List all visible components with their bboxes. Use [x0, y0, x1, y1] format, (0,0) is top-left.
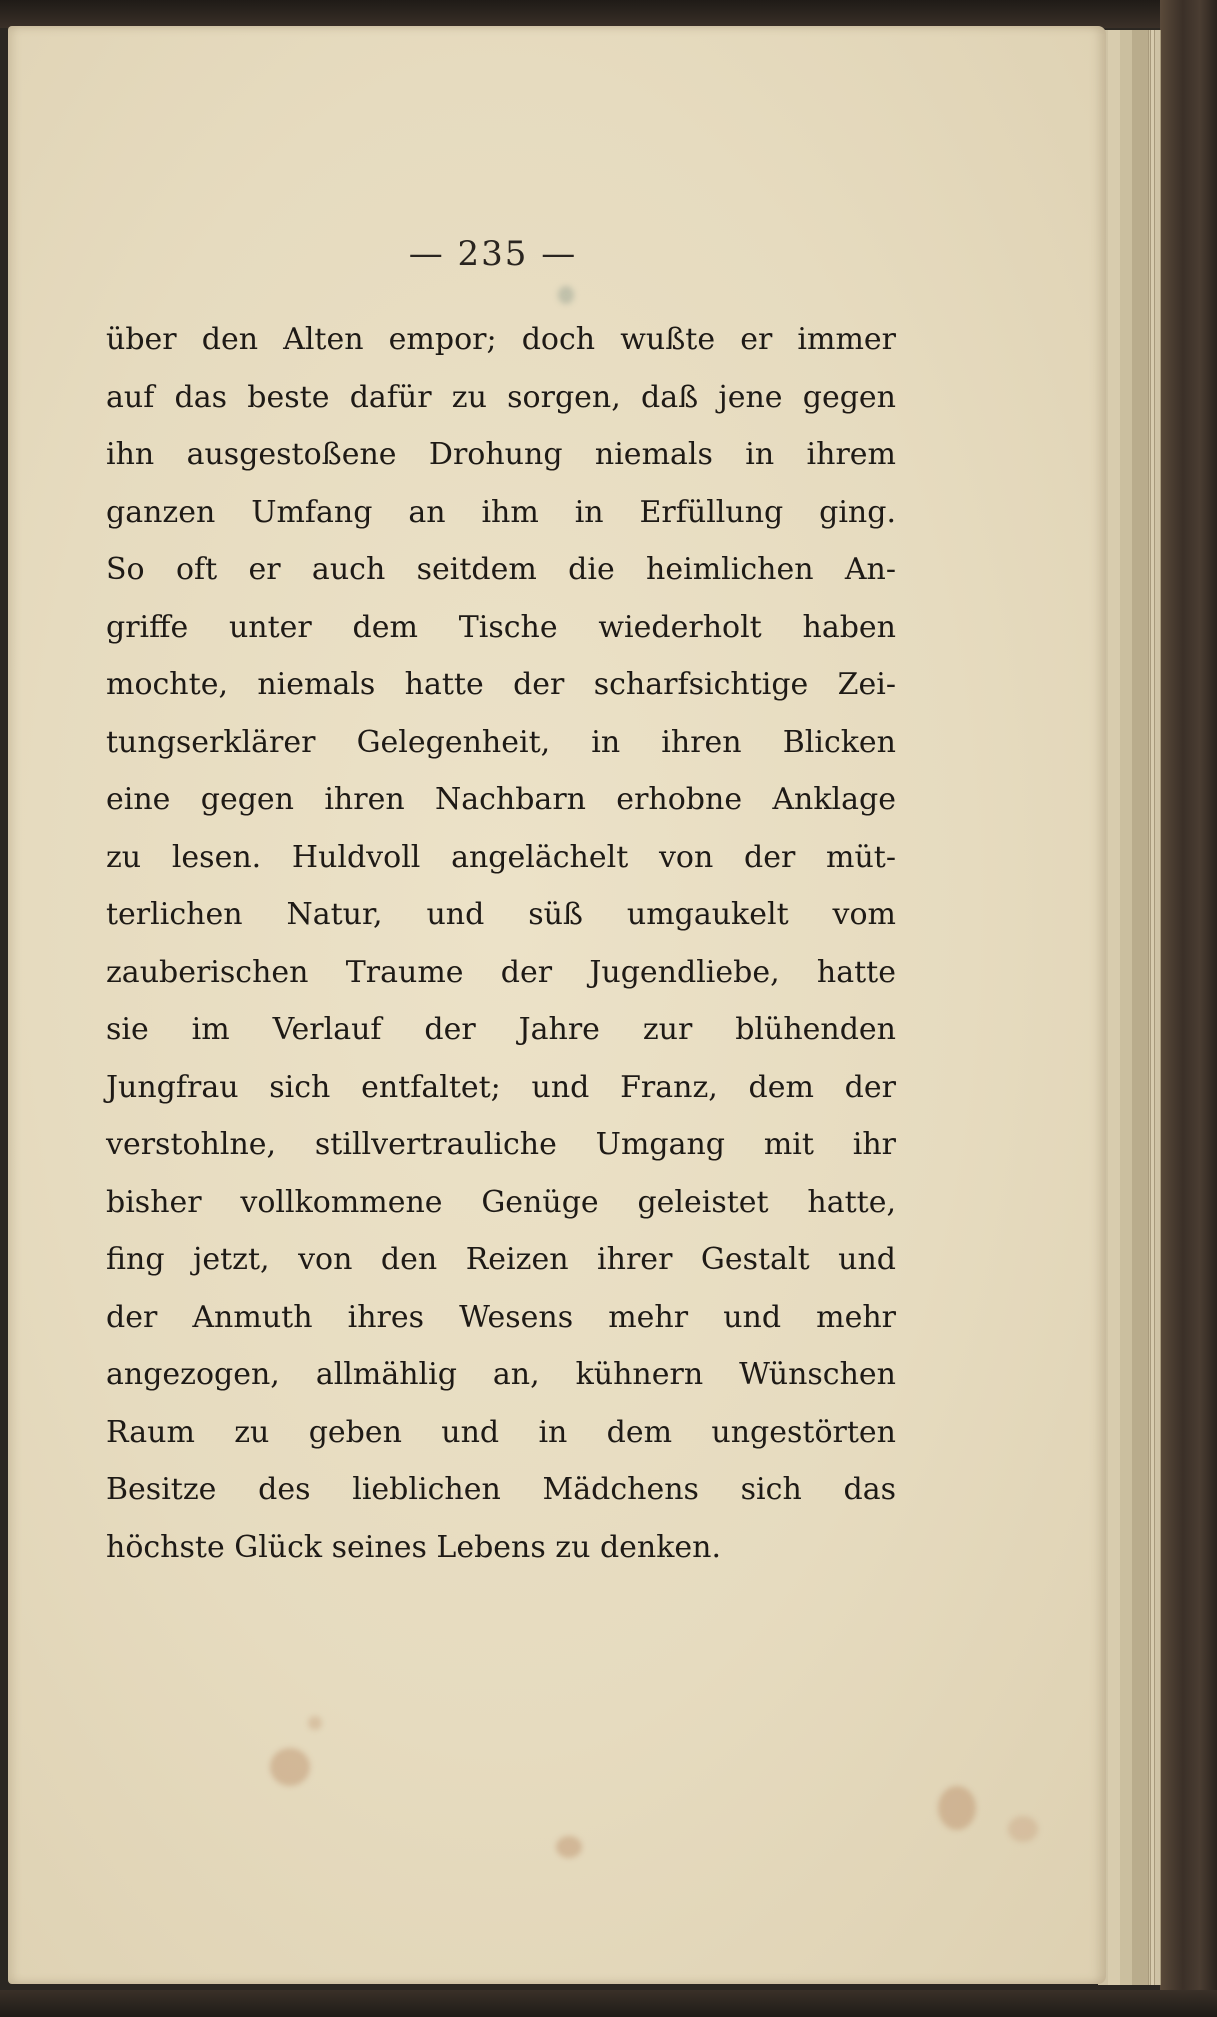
text-line: verstohlne, stillvertrauliche Umgang mit ihr [106, 1127, 896, 1162]
ink-spot [558, 286, 574, 304]
text-line: tungserklärer Gelegenheit, in ihren Blicken [106, 724, 896, 760]
text-line: terlichen Natur, und süß umgaukelt vom [106, 897, 896, 932]
text-line: fing jetzt, von den Reizen ihrer Gestalt und [106, 1242, 896, 1277]
binding-top-edge [0, 0, 1217, 28]
text-line: Jungfrau sich entfaltet; und Franz, dem der [106, 1069, 896, 1105]
text-line: bisher vollkommene Genüge geleistet hatte, [106, 1184, 896, 1220]
text-line: sie im Verlauf der Jahre zur blühenden [106, 1012, 896, 1047]
text-line: zu lesen. Huldvoll angelächelt von der müt- [106, 839, 896, 875]
book-page [8, 26, 1106, 1984]
text-line: eine gegen ihren Nachbarn erhobne Anklage [106, 782, 896, 817]
page-number: — 235 — [408, 234, 578, 274]
text-line: auf das beste dafür zu sorgen, daß jene gegen [106, 379, 896, 415]
book-cover-edge [1160, 0, 1217, 2017]
text-line: griffe unter dem Tische wiederholt haben [106, 609, 896, 645]
page-text [106, 311, 896, 1576]
text-line: angezogen, allmählig an, kühnern Wünschen [106, 1357, 896, 1392]
text-line: Besitze des lieblichen Mädchens sich das [106, 1472, 896, 1507]
text-line: höchste Glück seines Lebens zu denken. [106, 1529, 722, 1565]
text-line: So oft er auch seitdem die heimlichen An- [106, 552, 896, 587]
text-line: zauberischen Traume der Jugendliebe, hatte [106, 954, 896, 990]
binding-bottom-edge [0, 1990, 1217, 2017]
foxing-stain [1008, 1816, 1038, 1842]
text-line: ganzen Umfang an ihm in Erfüllung ging. [106, 494, 896, 530]
text-line: ihn ausgestoßene Drohung niemals in ihrem [106, 437, 896, 472]
foxing-stain [270, 1748, 310, 1786]
foxing-stain [938, 1786, 976, 1830]
text-line: der Anmuth ihres Wesens mehr und mehr [106, 1299, 896, 1335]
text-line: Raum zu geben und in dem ungestörten [106, 1414, 896, 1450]
page-edge [1132, 30, 1149, 1985]
text-line: mochte, niemals hatte der scharfsichtige Zei- [106, 667, 896, 702]
foxing-stain [308, 1716, 322, 1730]
foxing-stain [556, 1836, 582, 1858]
text-line: über den Alten empor; doch wußte er immer [106, 322, 896, 357]
